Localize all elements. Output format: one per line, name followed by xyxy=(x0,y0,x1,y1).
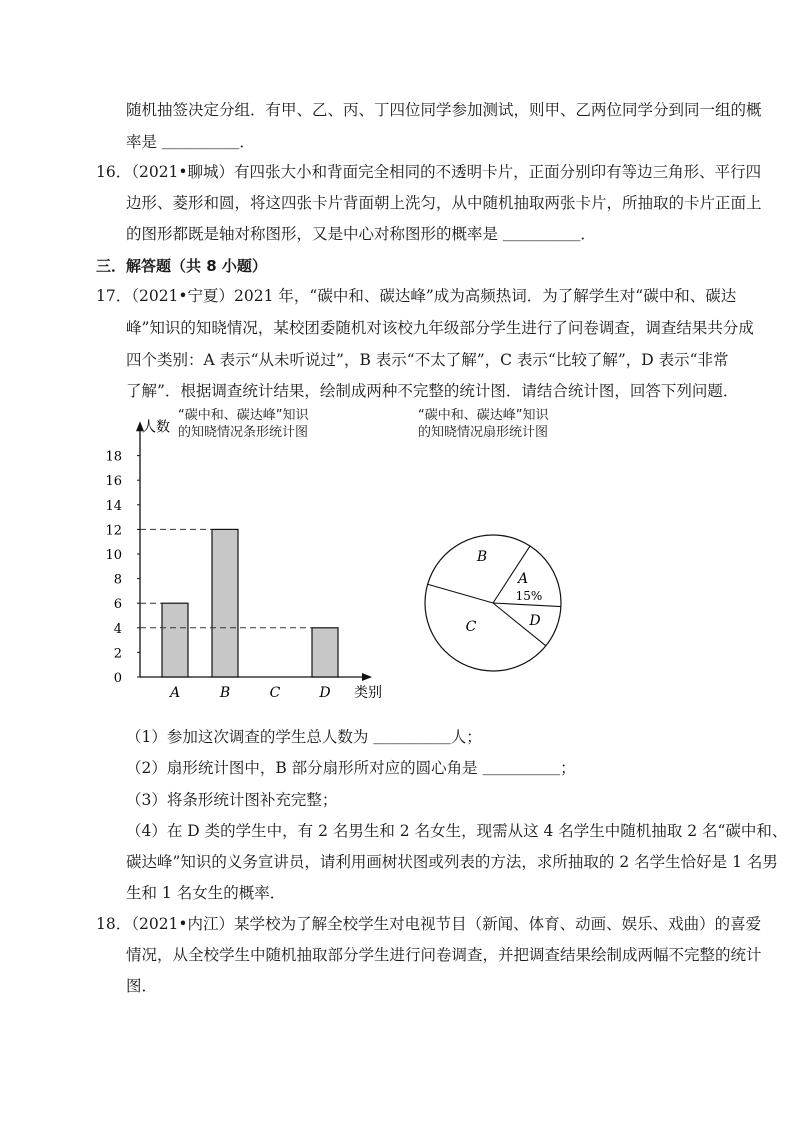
q17-line2: 峰”知识的知晓情况，某校团委随机对该校九年级部分学生进行了问卷调查，调查结果共分成 xyxy=(126,319,754,337)
x-axis-label: 类别 xyxy=(354,685,382,701)
bar-D xyxy=(312,628,338,677)
q17-sub4b: 碳达峰”知识的义务宣讲员，请利用画树状图或列表的方法，求所抽取的 2 名学生恰好是 1 名男 xyxy=(126,853,778,871)
y-axis-label: 人数 xyxy=(142,419,170,436)
pie-label-C: C xyxy=(465,619,477,635)
bar-A xyxy=(162,603,188,677)
q17-sub2: （2）扇形统计图中，B 部分扇形所对应的圆心角是 ＿＿＿＿＿； xyxy=(126,759,576,777)
q15-line1: 随机抽签决定分组．有甲、乙、丙、丁四位同学参加测试，则甲、乙两位同学分到同一组的概 xyxy=(126,101,762,119)
x-tick-label-C: C xyxy=(269,685,281,701)
q17-sub4a: （4）在 D 类的学生中，有 2 名男生和 2 名女生，现需从这 4 名学生中随机抽取 2 名“碳中和、 xyxy=(126,822,788,840)
y-tick-label: 10 xyxy=(105,548,122,563)
y-tick-label: 0 xyxy=(113,671,122,686)
y-tick-label: 6 xyxy=(113,597,122,613)
pie-label-A: A xyxy=(517,571,529,587)
q17-sub3: （3）将条形统计图补充完整； xyxy=(126,791,338,809)
q16-line3: 的图形都既是轴对称图形，又是中心对称图形的概率是 ＿＿＿＿＿． xyxy=(126,225,596,243)
pie-chart-title-line2: 的知晓情况扇形统计图 xyxy=(418,425,549,440)
y-tick-label: 2 xyxy=(113,646,122,662)
bar-chart xyxy=(100,419,400,710)
x-tick-label-A: A xyxy=(169,685,181,701)
pie-divider-1 xyxy=(493,603,561,607)
q18-line3: 图． xyxy=(126,977,158,995)
q17-line1: 17．（2021•宁夏）2021 年，“碳中和、碳达峰”成为高频热词．为了解学生对“碳中和、碳达 xyxy=(96,287,737,305)
q17-line3: 四个类别：A 表示“从未听说过”，B 表示“不太了解”，C 表示“比较了解”，D 表示“非常 xyxy=(126,351,729,369)
x-tick-label-B: B xyxy=(219,685,231,701)
y-tick-label: 18 xyxy=(105,449,122,465)
bar-chart-title-line2: 的知晓情况条形统计图 xyxy=(178,425,309,440)
pie-label-B: B xyxy=(476,549,488,565)
pie-annotation-a-percent: 15% xyxy=(515,589,543,603)
bar-B xyxy=(212,529,238,677)
pie-divider-3 xyxy=(428,584,493,603)
pie-chart-title xyxy=(418,407,548,441)
q16-line2: 边形、菱形和圆，将这四张卡片背面朝上洗匀，从中随机抽取两张卡片，所抽取的卡片正面上 xyxy=(126,194,762,212)
q18-line1: 18．（2021•内江）某学校为了解全校学生对电视节目（新闻、体育、动画、娱乐、戏曲）的喜爱 xyxy=(96,915,762,933)
q16-line1: 16．（2021•聊城）有四张大小和背面完全相同的不透明卡片，正面分别印有等边三角形、平行四 xyxy=(96,163,762,181)
x-tick-label-D: D xyxy=(319,685,331,701)
y-tick-label: 12 xyxy=(105,523,122,539)
y-tick-label: 14 xyxy=(105,498,122,514)
q15-line2: 率是 ＿＿＿＿＿． xyxy=(126,133,255,151)
pie-chart-title-line1: “碳中和、碳达峰”知识 xyxy=(418,408,549,423)
pie-label-D: D xyxy=(529,613,541,629)
y-tick-label: 4 xyxy=(113,621,122,637)
x-axis-arrow xyxy=(362,673,372,681)
pie-chart xyxy=(415,525,575,685)
y-tick-label: 16 xyxy=(105,474,122,490)
bar-chart-title-line1: “碳中和、碳达峰”知识 xyxy=(178,408,309,423)
q18-line2: 情况，从全校学生中随机抽取部分学生进行问卷调查，并把调查结果绘制成两幅不完整的统计 xyxy=(126,946,762,964)
q17-sub4c: 生和 1 名女生的概率． xyxy=(126,884,286,902)
y-tick-label: 8 xyxy=(113,572,122,588)
q17-line4: 了解”．根据调查统计结果，绘制成两种不完整的统计图．请结合统计图，回答下列问题． xyxy=(126,382,739,400)
q17-sub1: （1）参加这次调查的学生总人数为 ＿＿＿＿＿人； xyxy=(126,728,482,746)
section-heading: 三．解答题（共 8 小题） xyxy=(96,257,267,275)
